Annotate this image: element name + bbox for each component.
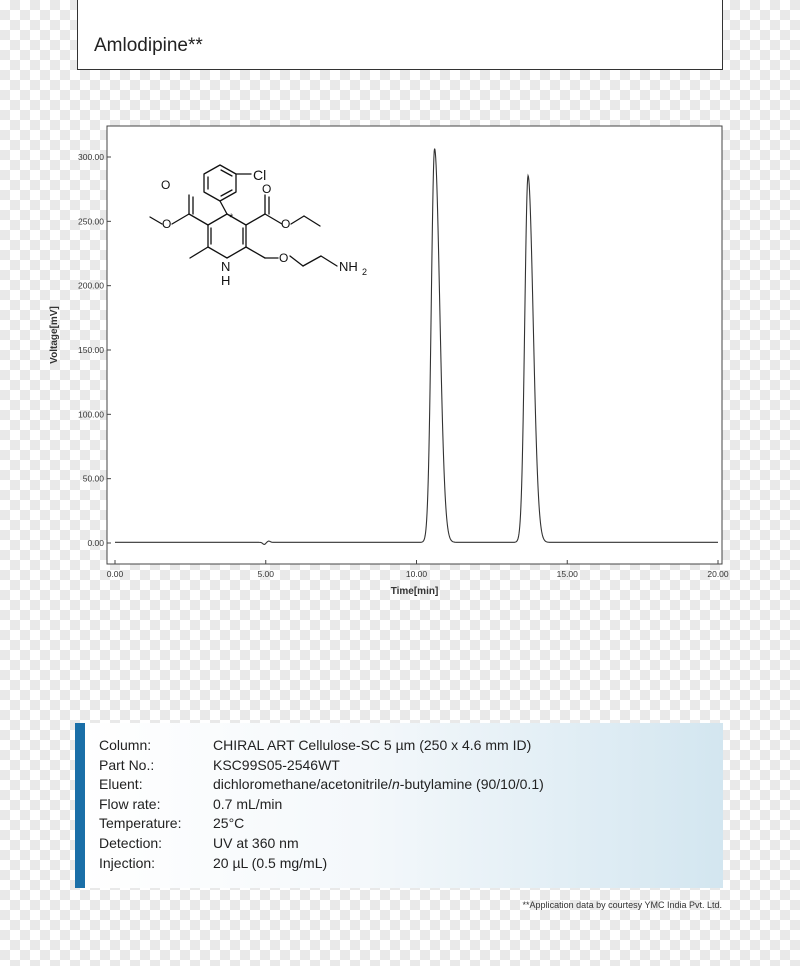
condition-value	[213, 854, 327, 874]
condition-value	[213, 814, 244, 834]
y-tick-label: 250.00	[78, 216, 104, 227]
y-tick-label: 100.00	[78, 409, 104, 420]
accent-bar	[75, 723, 85, 888]
condition-value	[213, 756, 340, 776]
condition-label: Eluent:	[99, 776, 143, 793]
x-tick-label: 0.00	[106, 569, 124, 579]
condition-row	[99, 795, 544, 815]
ester-o-right: O	[281, 217, 291, 231]
plot-frame	[107, 126, 722, 564]
condition-label: Column:	[99, 737, 152, 753]
chlorine-label: Cl	[253, 167, 267, 183]
y-tick-label: 300.00	[78, 152, 104, 162]
condition-row	[99, 775, 544, 795]
condition-value-part: UV at 360 nm	[213, 834, 299, 851]
condition-value-part: KSC99S05-2546WT	[213, 756, 340, 773]
condition-label: Detection:	[99, 834, 163, 851]
condition-row	[99, 756, 544, 776]
ester-o-left: O	[162, 217, 172, 231]
condition-value	[213, 834, 299, 854]
condition-value-part: -butylamine (90/10/0.1)	[399, 776, 544, 793]
y-tick-label: 150.00	[78, 345, 104, 355]
condition-row	[99, 854, 544, 874]
condition-value	[213, 795, 282, 815]
conditions-panel	[75, 723, 723, 888]
y-tick-label: 200.00	[78, 280, 104, 291]
condition-value-part: 20 µL (0.5 mg/mL)	[213, 854, 328, 871]
x-tick-label: 5.00	[257, 569, 275, 579]
y-axis-title: Voltage[mV]	[49, 306, 60, 364]
condition-value-part: CHIRAL ART Cellulose-SC 5 µm (250 x 4.6 mm ID)	[213, 737, 532, 753]
amine-label: NH	[339, 259, 358, 274]
carbonyl-o-right: O	[262, 182, 272, 196]
footnote: **Application data by courtesy YMC India Pvt. Ltd.	[522, 900, 722, 910]
carbonyl-o-left: O	[161, 178, 171, 192]
condition-label: Injection:	[99, 854, 156, 871]
condition-value-part: 0.7 mL/min	[213, 795, 283, 812]
page-title: Amlodipine**	[94, 35, 203, 56]
condition-row	[99, 814, 544, 834]
conditions-list	[99, 736, 544, 873]
condition-value-part: dichloromethane/acetonitrile/	[213, 776, 392, 793]
condition-row	[99, 736, 544, 756]
condition-value-part: 25°C	[213, 815, 245, 832]
ring-n-label: N	[221, 259, 231, 274]
amine-subscript: 2	[362, 267, 368, 277]
condition-label: Flow rate:	[99, 795, 161, 812]
condition-row	[99, 834, 544, 854]
condition-value	[213, 736, 531, 756]
x-axis-title: Time[min]	[390, 586, 439, 597]
ether-o: O	[279, 251, 289, 265]
condition-label: Part No.:	[99, 756, 155, 773]
y-tick-label: 50.00	[82, 473, 104, 484]
x-tick-label: 10.00	[405, 569, 428, 579]
condition-value	[213, 775, 544, 795]
condition-value-part: n	[392, 776, 400, 793]
x-tick-label: 15.00	[556, 569, 578, 579]
y-tick-label: 0.00	[87, 538, 104, 548]
stereocenter-label: *	[229, 212, 234, 224]
x-tick-label: 20.00	[707, 569, 729, 579]
condition-label: Temperature:	[99, 815, 182, 832]
ring-h-label: H	[221, 273, 231, 288]
